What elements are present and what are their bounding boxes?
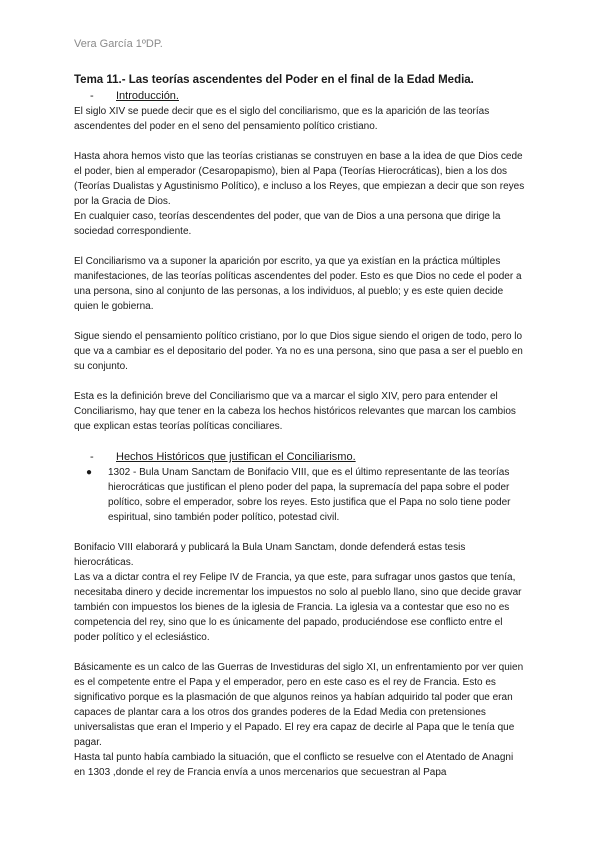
list-dash: -: [90, 451, 94, 463]
list-dash: -: [90, 90, 94, 102]
paragraph: El siglo XIV se puede decir que es el siglo del conciliarismo, que es la aparición de las teorías ascendentes del poder en el seno del pensamiento político cristiano.: [74, 106, 490, 132]
paragraph: Esta es la definición breve del Conciliarismo que va a marcar el siglo XIV, pero para entender el Conciliarismo, hay que tener en la cabeza los hechos históricos relevantes que marcan los cambios que explican estas teorías políticas conciliares.: [74, 391, 516, 432]
section-heading-hechos-historicos: [90, 449, 526, 465]
bullet-item: [86, 465, 526, 525]
paragraph: Básicamente es un calco de las Guerras de Investiduras del siglo XI, un enfrentamiento por ver quien es el competente entre el Papa y el emperador, pero en este caso es el rey de Francia. Esto es significativo porque es la plasmación de que algunos reinos ya habían adquirido tal poder que eran capaces de plantar cara a los otros dos grandes poderes de la Edad Media con pretensiones universalistas que eran el Imperio y el Papado. El rey era capaz de decirle al Papa que le tenía que pagar.: [74, 662, 524, 748]
document-body: [74, 72, 526, 780]
paragraph: Sigue siendo el pensamiento político cristiano, por lo que Dios sigue siendo el origen de todo, pero lo que va a cambiar es el depositario del poder. Ya no es una persona, sino que pasa a ser el pueblo en su conjunto.: [74, 331, 523, 372]
bullet-text: 1302 - Bula Unam Sanctam de Bonifacio VIII, que es el último representante de las teorías hierocráticas que justifican el pleno poder del papa, la supremacía del papa sobre el poder político, sobre el emperador, sobre los reyes. Esto justifica que el Papa no solo tiene poder espiritual, sino también poder político, potestad civil.: [108, 467, 511, 523]
paragraph: Hasta tal punto había cambiado la situación, que el conflicto se resuelve con el Atentado de Anagni en 1303 ,donde el rey de Francia envía a unos mercenarios que secuestran al Papa: [74, 752, 514, 778]
page-header-author: Vera García 1ºDP.: [74, 38, 163, 50]
bullet-icon: ●: [86, 467, 93, 478]
section-heading-introduccion: [90, 88, 526, 104]
paragraph: El Conciliarismo va a suponer la aparición por escrito, ya que ya existían en la práctica múltiples manifestaciones, de las teorías políticas ascendentes del poder. Esto es que Dios no cede el poder a una persona, sino al conjunto de las personas, a los individuos, al pueblo; y es este quien decide quien le gobierna.: [74, 256, 522, 312]
document-title: Tema 11.- Las teorías ascendentes del Poder en el final de la Edad Media.: [74, 74, 474, 86]
paragraph: En cualquier caso, teorías descendentes del poder, que van de Dios a una persona que dirige la sociedad correspondiente.: [74, 211, 501, 237]
paragraph: Hasta ahora hemos visto que las teorías cristianas se construyen en base a la idea de que Dios cede el poder, bien al emperador (Cesaropapismo), bien al Papa (Teorías Hierocráticas), bien a los dos (Teorías Dualistas y Agustinismo Político), e incluso a los Reyes, que empiezan a decir que son reyes por la Gracia de Dios.: [74, 151, 525, 207]
section-heading-text: Introducción.: [116, 90, 179, 102]
paragraph: Bonifacio VIII elaborará y publicará la Bula Unam Sanctam, donde defenderá estas tesis hierocráticas.: [74, 542, 466, 568]
section-heading-text: Hechos Históricos que justifican el Conciliarismo.: [116, 451, 356, 463]
paragraph: Las va a dictar contra el rey Felipe IV de Francia, ya que este, para sufragar unos gastos que tenía, necesitaba dinero y decide incrementar los impuestos no solo al pueblo llano, sino que decide gravar también con impuestos los bienes de la iglesia de Francia. La iglesia va a contestar que eso no es competencia del rey, sino que lo es únicamente del papado, produciéndose ese conflicto entre el poder político y el eclesiástico.: [74, 572, 522, 643]
